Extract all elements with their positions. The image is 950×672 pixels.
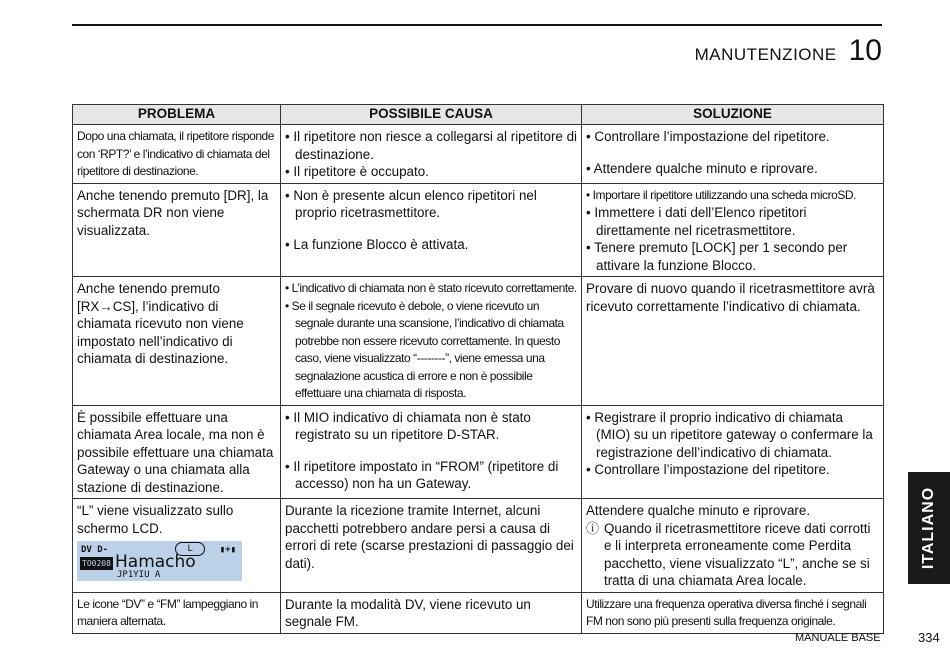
solution-cell — [582, 125, 884, 184]
lcd-station-name: Hamacho — [115, 552, 196, 572]
cause-cell — [281, 405, 582, 499]
column-header-cause: POSSIBILE CAUSA — [281, 105, 582, 125]
manual-label: MANUALE BASE — [795, 632, 881, 644]
cause-cell: Durante la modalità DV, viene ricevuto un segnale FM. — [281, 592, 582, 633]
table-header-row — [73, 105, 884, 125]
cause-cell — [281, 183, 582, 277]
problem-cell — [73, 499, 281, 593]
list-item: • Il ripetitore è occupato. — [285, 164, 429, 179]
info-note-icon: ⓘ — [586, 520, 600, 536]
cause-list — [285, 280, 577, 403]
column-header-problem: PROBLEMA — [73, 105, 281, 125]
list-item: • Attendere qualche minuto e riprovare. — [586, 160, 818, 176]
list-item: • La funzione Blocco è attivata. — [285, 236, 469, 252]
cause-list — [285, 187, 577, 254]
page-header — [695, 34, 882, 68]
signal-icon: ▮+▮ — [219, 545, 236, 555]
list-item: • Il ripetitore impostato in “FROM” (ripetitore di accesso) non ha un Gateway. — [285, 458, 559, 491]
cause-cell — [281, 125, 582, 184]
solution-cell — [582, 405, 884, 499]
solution-cell — [582, 499, 884, 593]
solution-list — [586, 409, 879, 479]
top-rule — [72, 24, 882, 26]
lcd-to-label: TO0208 — [82, 559, 111, 568]
list-item: • Il ripetitore non riesce a collegarsi al ripetitore di destinazione. — [285, 129, 577, 162]
table-row — [73, 405, 884, 499]
problem-text: “L” viene visualizzato sullo schermo LCD. — [77, 503, 234, 536]
list-item: • Se il segnale ricevuto è debole, o viene ricevuto un segnale durante una scansione, l’indicativo di chiamata potrebbe non essere ricevuto correttamente. In questo caso, viene visualizzato “--------”, viene emessa una segnalazione acustica di errore e non è possibile effettuare una chiamata di risposta. — [285, 298, 564, 400]
list-item: • Non è presente alcun elenco ripetitori nel proprio ricetrasmettitore. — [285, 187, 537, 220]
table-row — [73, 183, 884, 277]
troubleshooting-table — [72, 104, 884, 634]
problem-cell: Anche tenendo premuto [DR], la schermata DR non viene visualizzata. — [73, 183, 281, 277]
table-row — [73, 592, 884, 633]
list-item: • L’indicativo di chiamata non è stato ricevuto correttamente. — [285, 281, 577, 295]
cause-list — [285, 409, 577, 493]
solution-note — [586, 520, 879, 590]
lcd-l-badge: L — [175, 542, 205, 556]
list-item: • Il MIO indicativo di chiamata non è stato registrato su un ripetitore D-STAR. — [285, 409, 531, 442]
chapter-number: 10 — [848, 34, 882, 67]
problem-cell: Dopo una chiamata, il ripetitore risponde con ‘RPT?’ e l’indicativo di chiamata del ripetitore di destinazione. — [73, 125, 281, 184]
list-item: • Tenere premuto [LOCK] per 1 secondo per attivare la funzione Blocco. — [586, 240, 848, 273]
list-item: • Importare il ripetitore utilizzando una scheda microSD. — [586, 187, 857, 202]
list-item: • Immettere i dati dell’Elenco ripetitori direttamente nel ricetrasmettitore. — [586, 205, 807, 238]
solution-cell — [582, 183, 884, 277]
solution-list — [586, 128, 879, 177]
problem-cell: È possibile effettuare una chiamata Area locale, ma non è possibile effettuare una chiamata Gateway o una chiamata alla stazione di destinazione. — [73, 405, 281, 499]
language-tab — [908, 472, 950, 584]
cause-cell: Durante la ricezione tramite Internet, alcuni pacchetti potrebbero andare persi a causa di errori di rete (scarse prestazioni di passaggio dei dati). — [281, 499, 582, 593]
solution-text: Attendere qualche minuto e riprovare. — [586, 503, 811, 518]
note-text: Quando il ricetrasmettitore riceve dati corrotti e li interpreta erroneamente come Perdita pacchetto, viene visualizzato “L”, anche se si tratta di una chiamata Area locale. — [604, 520, 871, 588]
table-row — [73, 499, 884, 593]
list-item: • Controllare l’impostazione del ripetitore. — [586, 462, 830, 477]
cause-cell — [281, 277, 582, 406]
table-row — [73, 125, 884, 184]
list-item: • Registrare il proprio indicativo di chiamata (MIO) su un ripetitore gateway o confermare la registrazione dell’indicativo di chiamata. — [586, 409, 873, 460]
cause-list — [285, 128, 577, 181]
list-item: • Controllare l’impostazione del ripetitore. — [586, 129, 830, 144]
lcd-callsign: JP1YIU A — [117, 570, 161, 580]
solution-cell: Utilizzare una frequenza operativa diversa finché i segnali FM non sono più presenti sulla frequenza originale. — [582, 592, 884, 633]
solution-cell: Provare di nuovo quando il ricetrasmettitore avrà ricevuto correttamente l’indicativo di chiamata. — [582, 277, 884, 406]
column-header-solution: SOLUZIONE — [582, 105, 884, 125]
lcd-display-image — [77, 541, 242, 581]
section-title: MANUTENZIONE — [694, 45, 837, 64]
problem-cell: Le icone “DV” e “FM” lampeggiano in maniera alternata. — [73, 592, 281, 633]
table-row — [73, 277, 884, 406]
language-tab-label: ITALIANO — [920, 486, 938, 570]
page-number: 334 — [918, 630, 940, 645]
solution-list — [586, 187, 879, 275]
lcd-mode-indicator: DV D- — [81, 545, 109, 555]
problem-cell: Anche tenendo premuto [RX→CS], l’indicativo di chiamata ricevuto non viene impostato nell’indicativo di chiamata di destinazione. — [73, 277, 281, 406]
